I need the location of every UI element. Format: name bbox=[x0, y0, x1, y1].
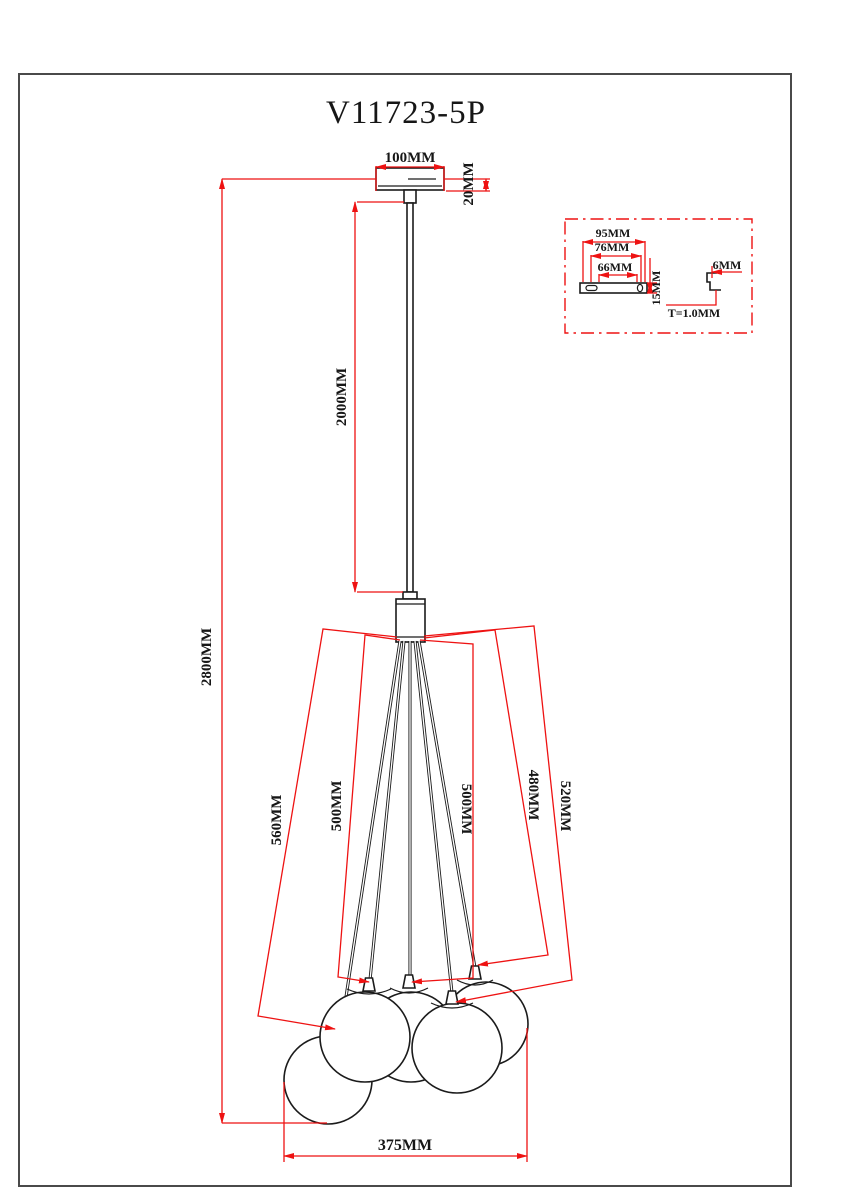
dim-plate-height bbox=[647, 258, 663, 305]
dim-clip-width bbox=[712, 258, 742, 278]
glass-globes bbox=[284, 982, 528, 1124]
fixture-hub bbox=[396, 599, 425, 642]
dim-cord-left-inner bbox=[329, 635, 400, 982]
fixture-rod bbox=[403, 203, 417, 599]
globe-right-front bbox=[412, 1003, 502, 1093]
canopy-width-label: 100MM bbox=[384, 150, 436, 166]
cord-left-inner-label: 500MM bbox=[329, 780, 345, 832]
cord-center-label: 500MM bbox=[458, 783, 474, 835]
clip-profile bbox=[707, 273, 721, 290]
dim-plate-inner-width bbox=[598, 260, 637, 282]
dim-overall-height bbox=[199, 179, 327, 1123]
cord-left-outer-label: 560MM bbox=[269, 794, 285, 846]
dim-thickness bbox=[666, 290, 720, 320]
clip-width-label: 6MM bbox=[712, 258, 742, 272]
mounting-plate-detail-inset bbox=[565, 219, 752, 333]
cord-right-inner-label: 480MM bbox=[525, 769, 541, 821]
cord-right-outer-label: 520MM bbox=[557, 780, 573, 832]
plate-height-label: 15MM bbox=[649, 270, 663, 306]
cluster-width-label: 375MM bbox=[377, 1137, 433, 1154]
plate-outer-width-label: 95MM bbox=[595, 226, 631, 240]
globe-left-front bbox=[320, 992, 410, 1082]
dim-cord-left-outer bbox=[258, 629, 397, 1029]
dim-rod-length bbox=[334, 202, 404, 592]
dim-canopy-height bbox=[222, 162, 490, 205]
thickness-label: T=1.0MM bbox=[667, 306, 721, 320]
overall-height-label: 2800MM bbox=[199, 627, 215, 687]
mounting-bar bbox=[580, 283, 647, 293]
plate-inner-width-label: 66MM bbox=[597, 260, 633, 274]
fixture-canopy bbox=[376, 168, 444, 203]
drawing-title: V11723-5P bbox=[326, 95, 486, 131]
plate-mid-width-label: 76MM bbox=[594, 240, 630, 254]
canopy-height-label: 20MM bbox=[461, 162, 477, 206]
rod-length-label: 2000MM bbox=[334, 367, 350, 427]
